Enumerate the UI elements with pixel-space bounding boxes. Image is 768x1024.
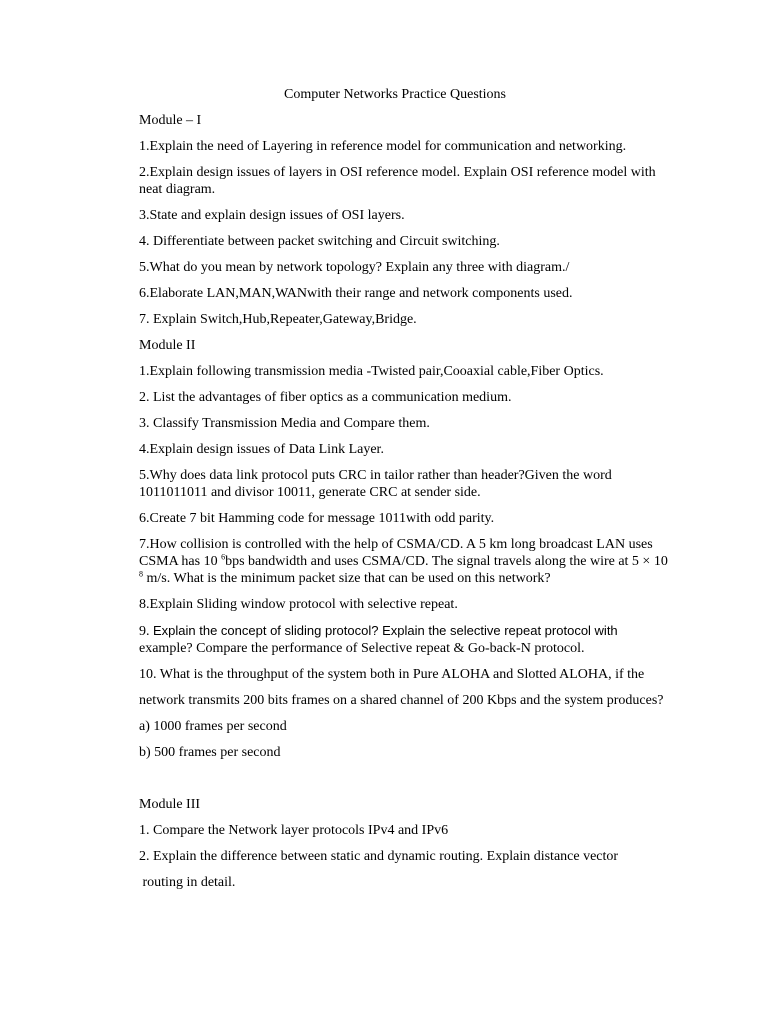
module-2-question-2: 2. List the advantages of fiber optics as a communication medium.: [139, 390, 512, 405]
module-3-heading: Module III: [139, 797, 201, 812]
module-2-question-1: 1.Explain following transmission media -Twisted pair,Cooaxial cable,Fiber Optics.: [139, 364, 604, 379]
module-1-question-5: 5.What do you mean by network topology? Explain any three with diagram./: [139, 260, 570, 275]
exponent-6: 6: [221, 552, 226, 562]
module-3-question-2-line-2: routing in detail.: [139, 875, 236, 890]
module-2-question-6: 6.Create 7 bit Hamming code for message 1011with odd parity.: [139, 511, 495, 526]
question-7-part-b: bps bandwidth and uses CSMA/CD. The signal travels along the wire at 5 × 10: [225, 554, 668, 569]
module-2-question-10-line-2: network transmits 200 bits frames on a shared channel of 200 Kbps and the system produces?: [139, 693, 664, 708]
module-1-question-4: 4. Differentiate between packet switching and Circuit switching.: [139, 234, 500, 249]
module-1-question-3: 3.State and explain design issues of OSI layers.: [139, 208, 405, 223]
module-2-heading: Module II: [139, 338, 196, 353]
question-7-part-c: m/s. What is the minimum packet size that can be used on this network?: [143, 571, 551, 586]
question-9-continuation: example? Compare the performance of Selective repeat & Go-back-N protocol.: [139, 641, 585, 656]
question-9-sans-text: Explain the concept of sliding protocol? Explain the selective repeat protocol with: [153, 623, 618, 638]
module-1-heading: Module – I: [139, 113, 202, 128]
spacer: [139, 770, 669, 796]
module-2-question-10-option-a: a) 1000 frames per second: [139, 719, 287, 734]
module-2-question-4: 4.Explain design issues of Data Link Layer.: [139, 442, 384, 457]
module-2-question-5: 5.Why does data link protocol puts CRC in tailor rather than header?Given the word 1011011011 and divisor 10011, generate CRC at sender side.: [139, 468, 612, 500]
module-1-question-2: 2.Explain design issues of layers in OSI reference model. Explain OSI reference model with neat diagram.: [139, 165, 656, 197]
module-2-question-3: 3. Classify Transmission Media and Compare them.: [139, 416, 430, 431]
module-2-question-9: [139, 622, 669, 657]
module-3-question-2-line-1: 2. Explain the difference between static and dynamic routing. Explain distance vector: [139, 849, 619, 864]
module-3-question-1: 1. Compare the Network layer protocols IPv4 and IPv6: [139, 823, 449, 838]
question-7-part-a: 7.How collision is controlled with the help of CSMA/CD. A 5 km long broadcast LAN uses CSMA has 10: [139, 537, 653, 569]
document-page: [139, 86, 669, 900]
module-1-question-7: 7. Explain Switch,Hub,Repeater,Gateway,Bridge.: [139, 312, 417, 327]
module-2-question-10-line-1: 10. What is the throughput of the system both in Pure ALOHA and Slotted ALOHA, if the: [139, 667, 645, 682]
exponent-8: 8: [139, 569, 143, 579]
question-9-number: 9.: [139, 624, 153, 639]
module-1-question-6: 6.Elaborate LAN,MAN,WANwith their range and network components used.: [139, 286, 573, 301]
module-2-question-7: [139, 536, 669, 587]
page-title: Computer Networks Practice Questions: [283, 87, 506, 102]
module-2-question-10-option-b: b) 500 frames per second: [139, 745, 281, 760]
module-2-question-8: 8.Explain Sliding window protocol with selective repeat.: [139, 597, 458, 612]
module-1-question-1: 1.Explain the need of Layering in reference model for communication and networking.: [139, 139, 627, 154]
